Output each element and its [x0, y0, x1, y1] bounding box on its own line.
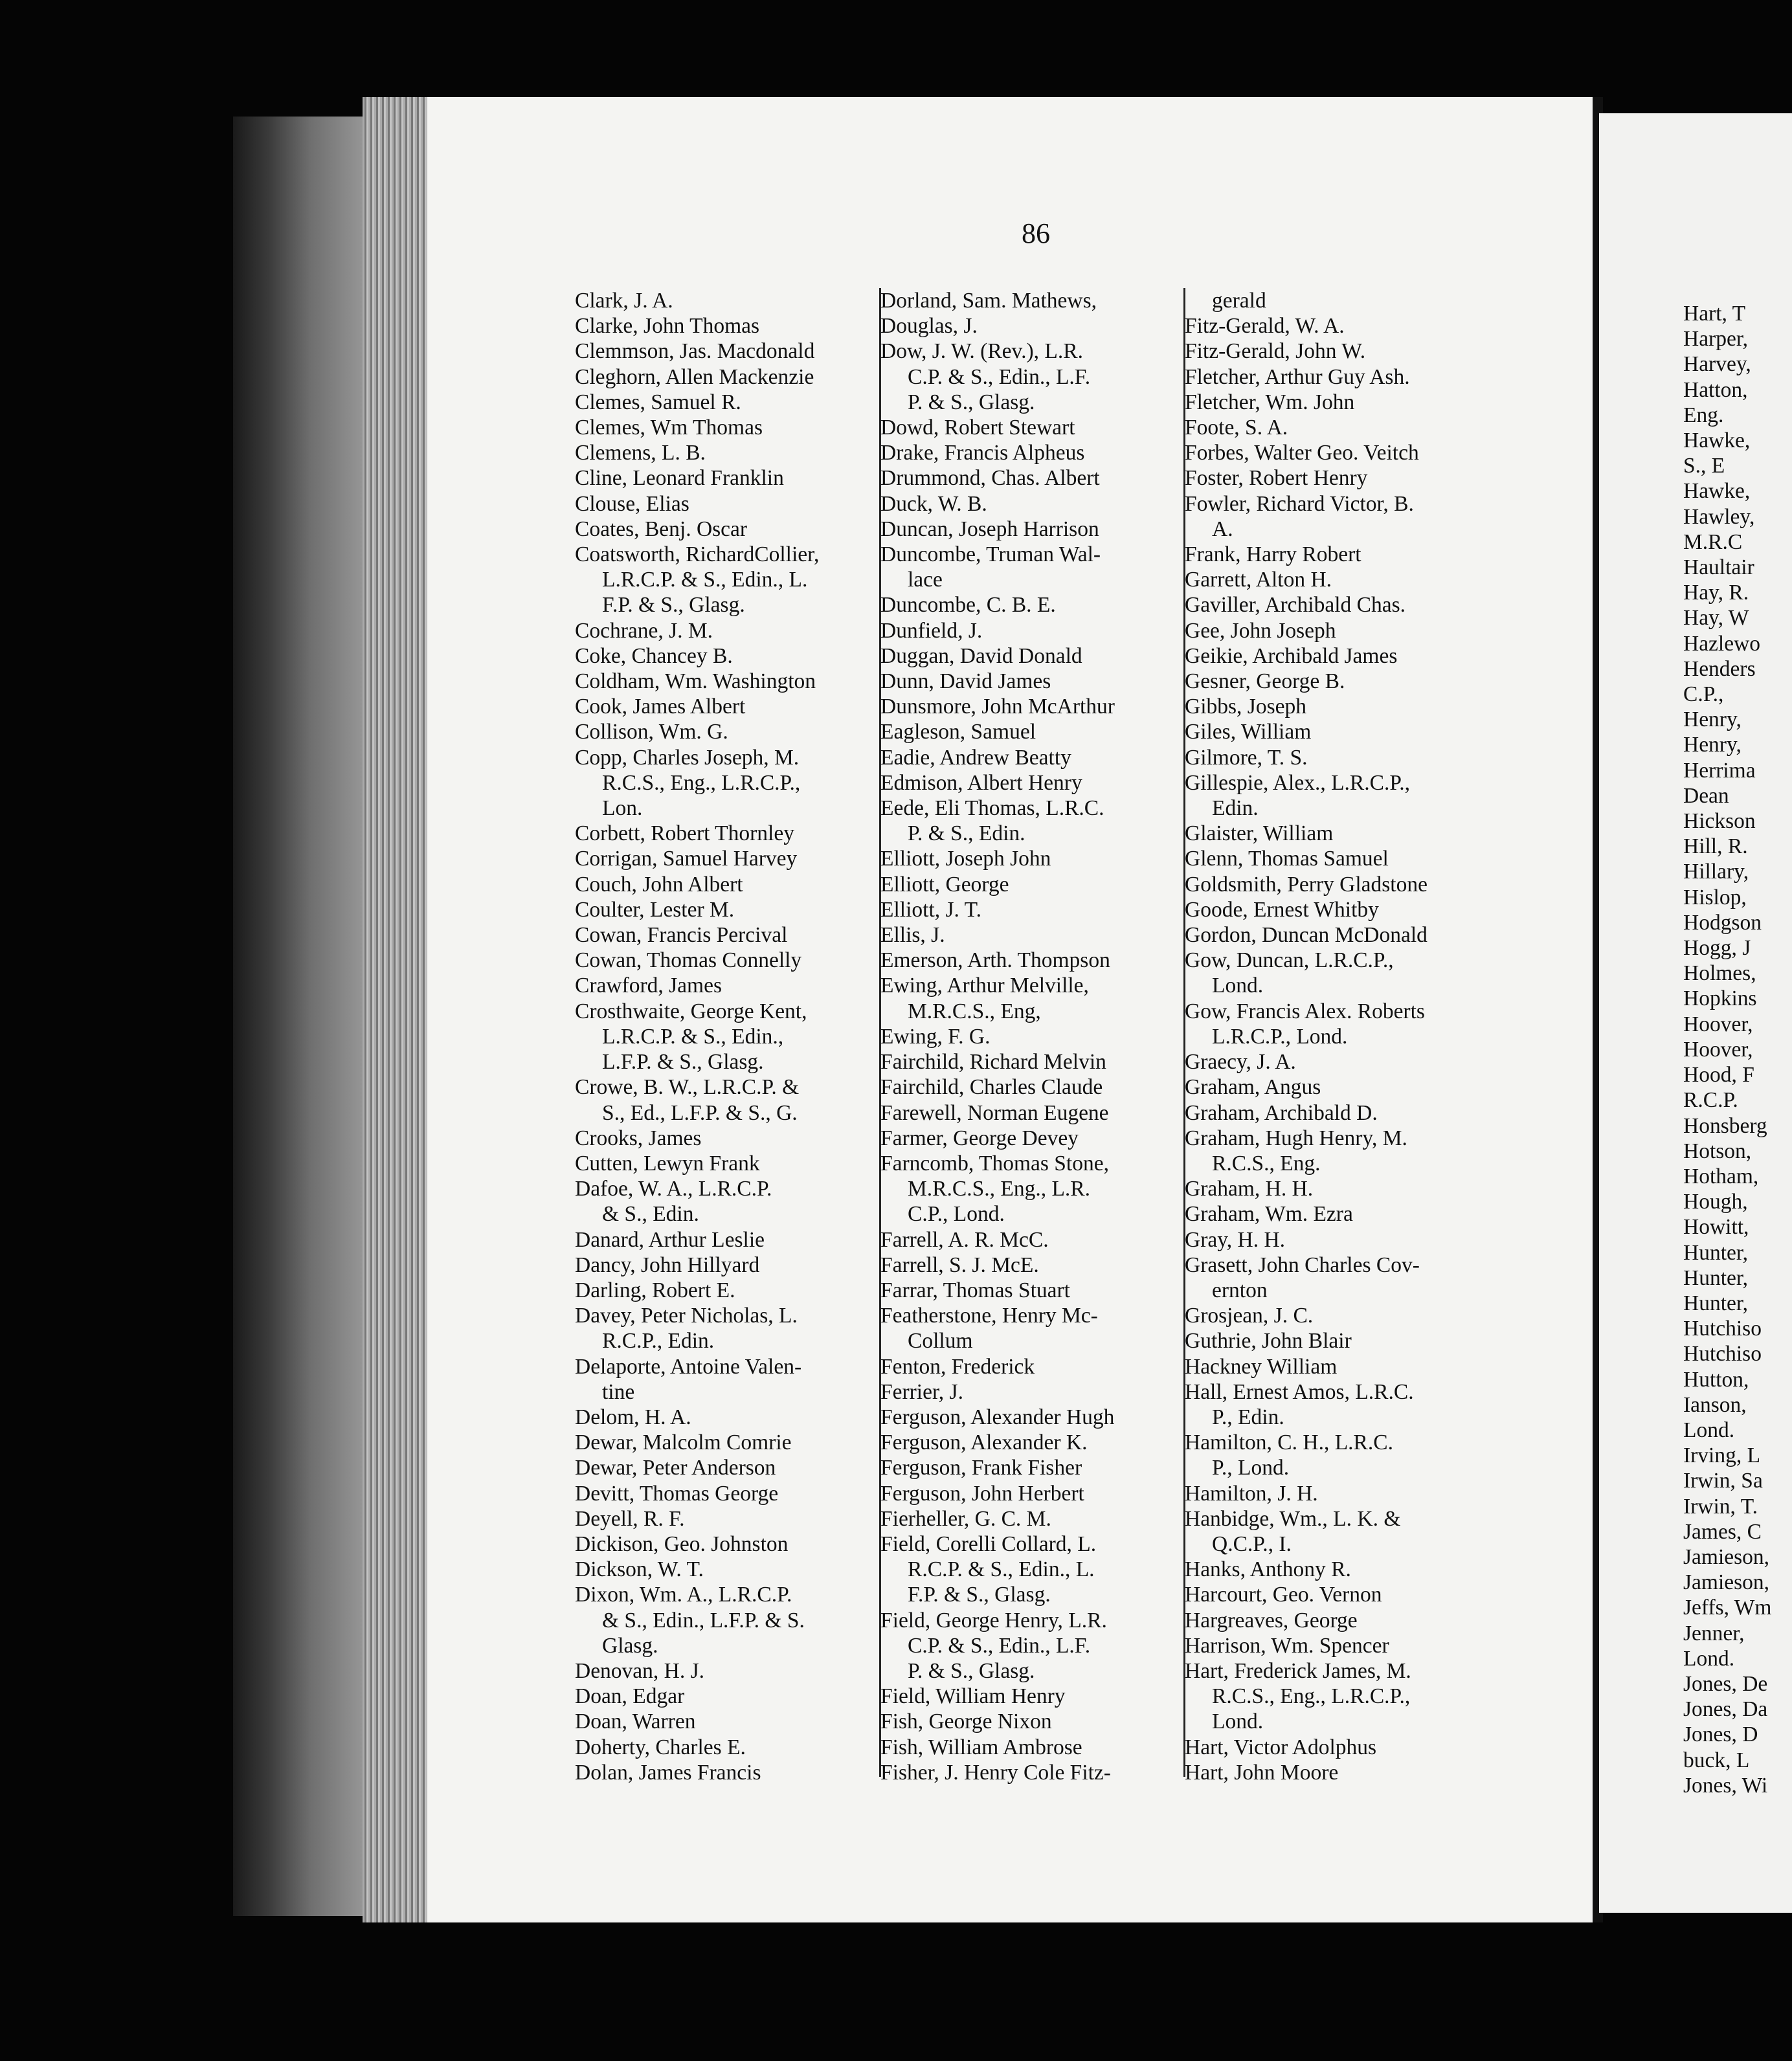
directory-entry: lace [908, 568, 943, 592]
directory-entry: P., Edin. [1212, 1405, 1284, 1429]
directory-entry: Fairchild, Charles Claude [880, 1075, 1103, 1100]
directory-entry: Lond. [1212, 974, 1264, 998]
next-page-entry-fragment: Henry, [1683, 707, 1742, 732]
directory-entry: Dewar, Peter Anderson [575, 1456, 776, 1480]
directory-entry: Garrett, Alton H. [1185, 568, 1332, 592]
next-page-entry-fragment: Hatton, [1683, 377, 1748, 402]
directory-entry: C.P., Lond. [908, 1202, 1005, 1227]
directory-entry: Darling, Robert E. [575, 1278, 735, 1302]
directory-entry: Coke, Chancey B. [575, 643, 733, 668]
next-page-entry-fragment: Jenner, [1683, 1621, 1745, 1645]
directory-entry: Ewing, Arthur Melville, [880, 974, 1089, 998]
directory-entry: Ferguson, John Herbert [880, 1481, 1084, 1506]
directory-entry: & S., Edin., L.F.P. & S. [602, 1608, 805, 1632]
next-page-entry-fragment: Hill, R. [1683, 834, 1748, 859]
directory-entry: Fierheller, G. C. M. [880, 1506, 1051, 1531]
directory-entry: Corbett, Robert Thornley [575, 821, 794, 846]
directory-entry: Gordon, Duncan McDonald [1185, 923, 1428, 948]
directory-entry: Dunfield, J. [880, 618, 983, 643]
directory-entry: P., Lond. [1212, 1456, 1290, 1480]
directory-entry: Farrell, A. R. McC. [880, 1227, 1049, 1252]
directory-entry: Coldham, Wm. Washington [575, 669, 816, 694]
directory-entry: R.C.S., Eng., L.R.C.P., [602, 770, 801, 795]
directory-entry: Elliott, Joseph John [880, 847, 1051, 871]
directory-entry: Ferguson, Frank Fisher [880, 1456, 1082, 1480]
directory-entry: Graham, Wm. Ezra [1185, 1202, 1353, 1227]
directory-entry: Hanbidge, Wm., L. K. & [1185, 1506, 1401, 1531]
directory-entry: Clemes, Wm Thomas [575, 416, 763, 440]
directory-entry: Denovan, H. J. [575, 1658, 705, 1683]
directory-entry: Duncan, Joseph Harrison [880, 517, 1099, 541]
next-page-entry-fragment: R.C.P. [1683, 1088, 1738, 1113]
directory-entry: Hart, John Moore [1185, 1760, 1339, 1785]
directory-entry: Fitz-Gerald, John W. [1185, 339, 1366, 364]
directory-entry: Dow, J. W. (Rev.), L.R. [880, 339, 1083, 364]
next-page-entry-fragment: Jones, Wi [1683, 1773, 1768, 1798]
directory-entry: Cook, James Albert [575, 695, 746, 719]
directory-entry: Q.C.P., I. [1212, 1532, 1292, 1556]
next-page-entry-fragment: C.P., [1683, 682, 1724, 707]
next-page-entry-fragment: Hawke, [1683, 429, 1751, 453]
directory-entry: Dewar, Malcolm Comrie [575, 1431, 792, 1455]
directory-entry: & S., Edin. [602, 1202, 699, 1227]
directory-column-2 [880, 288, 1178, 1785]
directory-entry: C.P. & S., Edin., L.F. [908, 1633, 1091, 1658]
directory-entry: Cleghorn, Allen Mackenzie [575, 364, 814, 389]
next-page-entry-fragment: Herrima [1683, 758, 1756, 783]
next-page-entry-fragment: Hunter, [1683, 1291, 1749, 1315]
next-page-entry-fragment: Hislop, [1683, 885, 1747, 909]
directory-entry: Cutten, Lewyn Frank [575, 1151, 760, 1175]
directory-entry: Hanks, Anthony R. [1185, 1557, 1351, 1582]
directory-entry: Farewell, Norman Eugene [880, 1100, 1109, 1125]
directory-entry: F.P. & S., Glasg. [602, 593, 745, 618]
next-page-entry-fragment: Lond. [1683, 1418, 1735, 1442]
directory-entry: Eede, Eli Thomas, L.R.C. [880, 796, 1104, 821]
next-page-entry-fragment: Hickson [1683, 809, 1756, 834]
directory-entry: C.P. & S., Edin., L.F. [908, 364, 1091, 389]
directory-entry: Ellis, J. [880, 923, 945, 948]
directory-entry: Glenn, Thomas Samuel [1185, 847, 1389, 871]
directory-entry: Dancy, John Hillyard [575, 1253, 760, 1277]
directory-entry: Featherstone, Henry Mc- [880, 1304, 1098, 1328]
next-page-entry-fragment: Honsberg [1683, 1113, 1767, 1138]
directory-entry: Hart, Victor Adolphus [1185, 1735, 1377, 1759]
next-page-entry-fragment: Henry, [1683, 733, 1742, 757]
directory-entry: Fisher, J. Henry Cole Fitz- [880, 1760, 1111, 1785]
next-page-entry-fragment: Hoover, [1683, 1037, 1753, 1062]
directory-entry: P. & S., Edin. [908, 821, 1025, 846]
next-page-entry-fragment: Howitt, [1683, 1215, 1749, 1240]
directory-entry: Guthrie, John Blair [1185, 1329, 1352, 1354]
directory-entry: Duck, W. B. [880, 491, 987, 516]
directory-entry: tine [602, 1379, 635, 1404]
next-page-entry-fragment: Hillary, [1683, 860, 1749, 884]
page-number: 86 [1022, 217, 1050, 249]
directory-entry: Gillespie, Alex., L.R.C.P., [1185, 770, 1411, 795]
directory-entry: Hamilton, C. H., L.R.C. [1185, 1431, 1393, 1455]
directory-entry: Clemens, L. B. [575, 441, 706, 465]
directory-entry: Duncombe, C. B. E. [880, 593, 1056, 618]
directory-entry: Field, William Henry [880, 1684, 1066, 1709]
directory-entry: Dickson, W. T. [575, 1557, 704, 1582]
directory-entry: Gray, H. H. [1185, 1227, 1286, 1252]
next-page-entry-fragment: Hotham, [1683, 1164, 1759, 1188]
directory-entry: Goldsmith, Perry Gladstone [1185, 872, 1428, 897]
directory-entry: Hackney William [1185, 1354, 1338, 1379]
next-page-entry-fragment: Irwin, T. [1683, 1494, 1758, 1519]
directory-entry: Gilmore, T. S. [1185, 745, 1308, 770]
directory-entry: Collison, Wm. G. [575, 720, 728, 744]
directory-entry: Devitt, Thomas George [575, 1481, 779, 1506]
directory-entry: Drake, Francis Alpheus [880, 441, 1085, 465]
directory-entry: Grosjean, J. C. [1185, 1304, 1314, 1328]
directory-entry: Ewing, F. G. [880, 1024, 991, 1049]
directory-column-1 [575, 288, 873, 1785]
next-page-entry-fragment: Jeffs, Wm [1683, 1596, 1772, 1620]
next-page-entry-fragment: Hood, F [1683, 1063, 1754, 1087]
next-page-entry-fragment: Jamieson, [1683, 1570, 1770, 1595]
next-page-entry-fragment: Eng. [1683, 403, 1724, 427]
directory-entry: Deyell, R. F. [575, 1506, 685, 1531]
next-page-entry-fragment: Hogg, J [1683, 936, 1751, 961]
directory-entry: Elliott, George [880, 872, 1009, 897]
directory-entry: Graham, Hugh Henry, M. [1185, 1126, 1407, 1150]
next-page-entry-fragment: Harvey, [1683, 352, 1751, 377]
next-page-entry-fragment: Hutchiso [1683, 1342, 1762, 1366]
directory-entry: Emerson, Arth. Thompson [880, 948, 1110, 973]
directory-entry: P. & S., Glasg. [908, 390, 1035, 414]
directory-entry: Dorland, Sam. Mathews, [880, 289, 1097, 313]
directory-entry: R.C.S., Eng., L.R.C.P., [1212, 1684, 1411, 1709]
next-page-entry-fragment: Irwin, Sa [1683, 1469, 1763, 1493]
directory-entry: Graham, H. H. [1185, 1177, 1314, 1201]
directory-entry: Hargreaves, George [1185, 1608, 1358, 1632]
directory-entry: Gibbs, Joseph [1185, 695, 1306, 719]
next-page-entry-fragment: Hawke, [1683, 479, 1751, 504]
directory-entry: Couch, John Albert [575, 872, 743, 897]
directory-entry: Giles, William [1185, 720, 1312, 744]
directory-entry: Dowd, Robert Stewart [880, 416, 1075, 440]
next-page-entry-fragment: Jones, D [1683, 1722, 1758, 1747]
directory-entry: Farrar, Thomas Stuart [880, 1278, 1070, 1302]
directory-entry: Ferguson, Alexander Hugh [880, 1405, 1115, 1429]
directory-entry: Lon. [602, 796, 643, 821]
next-page-entry-fragment: Haultair [1683, 555, 1754, 580]
directory-entry: Crawford, James [575, 974, 722, 998]
next-page-entry-fragment: Hutchiso [1683, 1317, 1762, 1341]
next-page-entry-fragment: Hodgson [1683, 910, 1762, 935]
directory-entry: Elliott, J. T. [880, 897, 982, 922]
directory-entry: Graham, Archibald D. [1185, 1100, 1378, 1125]
directory-entry: Edin. [1212, 796, 1259, 821]
directory-entry: Goode, Ernest Whitby [1185, 897, 1379, 922]
directory-entry: Grasett, John Charles Cov- [1185, 1253, 1420, 1277]
directory-entry: Graham, Angus [1185, 1075, 1321, 1100]
next-page-entry-fragment: S., E [1683, 454, 1725, 478]
directory-entry: Coatsworth, RichardCollier, [575, 542, 820, 567]
directory-entry: Fenton, Frederick [880, 1354, 1035, 1379]
directory-entry: Drummond, Chas. Albert [880, 466, 1100, 491]
directory-entry: Danard, Arthur Leslie [575, 1227, 765, 1252]
directory-entry: Clark, J. A. [575, 289, 673, 313]
next-page-entry-fragment: Hotson, [1683, 1139, 1752, 1163]
next-page-entry-fragment: Hopkins [1683, 986, 1757, 1011]
directory-entry: Foote, S. A. [1185, 416, 1288, 440]
next-page-entry-fragment: Dean [1683, 783, 1729, 808]
next-page-entry-fragment: Hay, R. [1683, 581, 1749, 605]
directory-entry: Collum [908, 1329, 973, 1354]
directory-entry: Clouse, Elias [575, 491, 689, 516]
directory-entry: S., Ed., L.F.P. & S., G. [602, 1100, 798, 1125]
directory-entry: Crowe, B. W., L.R.C.P. & [575, 1075, 800, 1100]
directory-entry: Fish, George Nixon [880, 1710, 1052, 1734]
directory-entry: A. [1212, 517, 1233, 541]
directory-entry: R.C.P., Edin. [602, 1329, 715, 1354]
directory-entry: Graecy, J. A. [1185, 1050, 1296, 1075]
next-page-entry-fragment: Jones, Da [1683, 1697, 1768, 1722]
directory-entry: Fairchild, Richard Melvin [880, 1050, 1106, 1075]
directory-entry: Duggan, David Donald [880, 643, 1082, 668]
next-page-entry-fragment: Hough, [1683, 1190, 1748, 1214]
next-page-entry-fragment: Hay, W [1683, 606, 1749, 630]
directory-entry: Dafoe, W. A., L.R.C.P. [575, 1177, 772, 1201]
directory-entry: Gow, Duncan, L.R.C.P., [1185, 948, 1394, 973]
next-page-entry-fragment: Lond. [1683, 1646, 1735, 1671]
directory-entry: Hart, Frederick James, M. [1185, 1658, 1411, 1683]
directory-entry: Cowan, Thomas Connelly [575, 948, 802, 973]
directory-entry: Glasg. [602, 1633, 658, 1658]
next-page-entry-fragment: Hutton, [1683, 1367, 1749, 1392]
next-page-entry-fragment: James, C [1683, 1519, 1762, 1544]
directory-entry: Coulter, Lester M. [575, 897, 735, 922]
next-page-entry-fragment: Hunter, [1683, 1265, 1749, 1290]
directory-entry: P. & S., Glasg. [908, 1658, 1035, 1683]
directory-entry: L.R.C.P. & S., Edin., L. [602, 568, 808, 592]
directory-entry: Farmer, George Devey [880, 1126, 1079, 1150]
directory-entry: Dunn, David James [880, 669, 1051, 694]
directory-entry: Fitz-Gerald, W. A. [1185, 314, 1345, 339]
next-page-entry-fragment: Hazlewo [1683, 631, 1761, 656]
directory-entry: Hall, Ernest Amos, L.R.C. [1185, 1379, 1414, 1404]
directory-entry: Glaister, William [1185, 821, 1334, 846]
directory-entry: Cochrane, J. M. [575, 618, 713, 643]
directory-entry: Harcourt, Geo. Vernon [1185, 1583, 1382, 1607]
directory-entry: Ferguson, Alexander K. [880, 1431, 1088, 1455]
directory-entry: Cline, Leonard Franklin [575, 466, 784, 491]
directory-entry: Gesner, George B. [1185, 669, 1345, 694]
directory-column-3 [1185, 288, 1483, 1785]
next-page-entry-fragment: Ianson, [1683, 1392, 1747, 1417]
directory-entry: Dolan, James Francis [575, 1760, 761, 1785]
directory-entry: Dixon, Wm. A., L.R.C.P. [575, 1583, 792, 1607]
directory-entry: L.R.C.P. & S., Edin., [602, 1024, 784, 1049]
directory-entry: Ferrier, J. [880, 1379, 963, 1404]
next-page-column [1683, 301, 1792, 1798]
directory-entry: L.R.C.P., Lond. [1212, 1024, 1348, 1049]
directory-entry: Farncomb, Thomas Stone, [880, 1151, 1109, 1175]
directory-entry: Davey, Peter Nicholas, L. [575, 1304, 798, 1328]
next-page-entry-fragment: Hart, T [1683, 302, 1746, 326]
directory-entry: Dickison, Geo. Johnston [575, 1532, 789, 1556]
next-page-entry-fragment: buck, L [1683, 1748, 1750, 1772]
directory-entry: Gaviller, Archibald Chas. [1185, 593, 1406, 618]
directory-entry: Harrison, Wm. Spencer [1185, 1633, 1389, 1658]
next-page-entry-fragment: M.R.C [1683, 529, 1743, 554]
next-page-entry-fragment: Jones, De [1683, 1671, 1768, 1696]
directory-entry: L.F.P. & S., Glasg. [602, 1050, 764, 1075]
directory-entry: Farrell, S. J. McE. [880, 1253, 1039, 1277]
directory-entry: R.C.P. & S., Edin., L. [908, 1557, 1095, 1582]
directory-entry: M.R.C.S., Eng., L.R. [908, 1177, 1091, 1201]
directory-entry: Field, George Henry, L.R. [880, 1608, 1107, 1632]
directory-entry: Doherty, Charles E. [575, 1735, 746, 1759]
directory-entry: F.P. & S., Glasg. [908, 1583, 1051, 1607]
directory-entry: Forbes, Walter Geo. Veitch [1185, 441, 1419, 465]
next-page-entry-fragment: Henders [1683, 656, 1756, 681]
directory-entry: Cowan, Francis Percival [575, 923, 788, 948]
directory-entry: Coates, Benj. Oscar [575, 517, 748, 541]
next-page-entry-fragment: Hoover, [1683, 1012, 1753, 1036]
directory-entry: R.C.S., Eng. [1212, 1151, 1321, 1175]
directory-entry: Crosthwaite, George Kent, [575, 999, 807, 1023]
directory-entry: Clemmson, Jas. Macdonald [575, 339, 815, 364]
next-page-entry-fragment: Harper, [1683, 327, 1749, 351]
directory-entry: Foster, Robert Henry [1185, 466, 1368, 491]
directory-entry: Crooks, James [575, 1126, 702, 1150]
directory-entry: Corrigan, Samuel Harvey [575, 847, 798, 871]
directory-entry: Dunsmore, John McArthur [880, 695, 1115, 719]
directory-entry: Duncombe, Truman Wal- [880, 542, 1101, 567]
next-page-entry-fragment: Holmes, [1683, 961, 1756, 986]
directory-entry: gerald [1212, 289, 1266, 313]
directory-entry: Doan, Warren [575, 1710, 696, 1734]
directory-entry: M.R.C.S., Eng, [908, 999, 1041, 1023]
directory-entry: Copp, Charles Joseph, M. [575, 745, 800, 770]
directory-entry: Douglas, J. [880, 314, 978, 339]
directory-entry: Delom, H. A. [575, 1405, 691, 1429]
directory-entry: ernton [1212, 1278, 1268, 1302]
page-stack-edge [363, 97, 427, 1922]
directory-entry: Eagleson, Samuel [880, 720, 1036, 744]
directory-entry: Clarke, John Thomas [575, 314, 760, 339]
directory-entry: Frank, Harry Robert [1185, 542, 1361, 567]
directory-entry: Fish, William Ambrose [880, 1735, 1082, 1759]
directory-entry: Field, Corelli Collard, L. [880, 1532, 1097, 1556]
directory-entry: Doan, Edgar [575, 1684, 685, 1709]
directory-entry: Fletcher, Wm. John [1185, 390, 1355, 414]
directory-entry: Geikie, Archibald James [1185, 643, 1398, 668]
next-page-entry-fragment: Jamieson, [1683, 1544, 1770, 1569]
directory-entry: Fowler, Richard Victor, B. [1185, 491, 1414, 516]
directory-entry: Lond. [1212, 1710, 1264, 1734]
directory-entry: Gow, Francis Alex. Roberts [1185, 999, 1425, 1023]
next-page-entry-fragment: Hawley, [1683, 504, 1755, 529]
directory-entry: Fletcher, Arthur Guy Ash. [1185, 364, 1410, 389]
directory-entry: Clemes, Samuel R. [575, 390, 741, 414]
directory-entry: Delaporte, Antoine Valen- [575, 1354, 802, 1379]
next-page-entry-fragment: Irving, L [1683, 1443, 1761, 1468]
directory-entry: Gee, John Joseph [1185, 618, 1336, 643]
directory-entry: Edmison, Albert Henry [880, 770, 1082, 795]
directory-entry: Hamilton, J. H. [1185, 1481, 1318, 1506]
next-page-entry-fragment: Hunter, [1683, 1240, 1749, 1265]
directory-entry: Eadie, Andrew Beatty [880, 745, 1071, 770]
